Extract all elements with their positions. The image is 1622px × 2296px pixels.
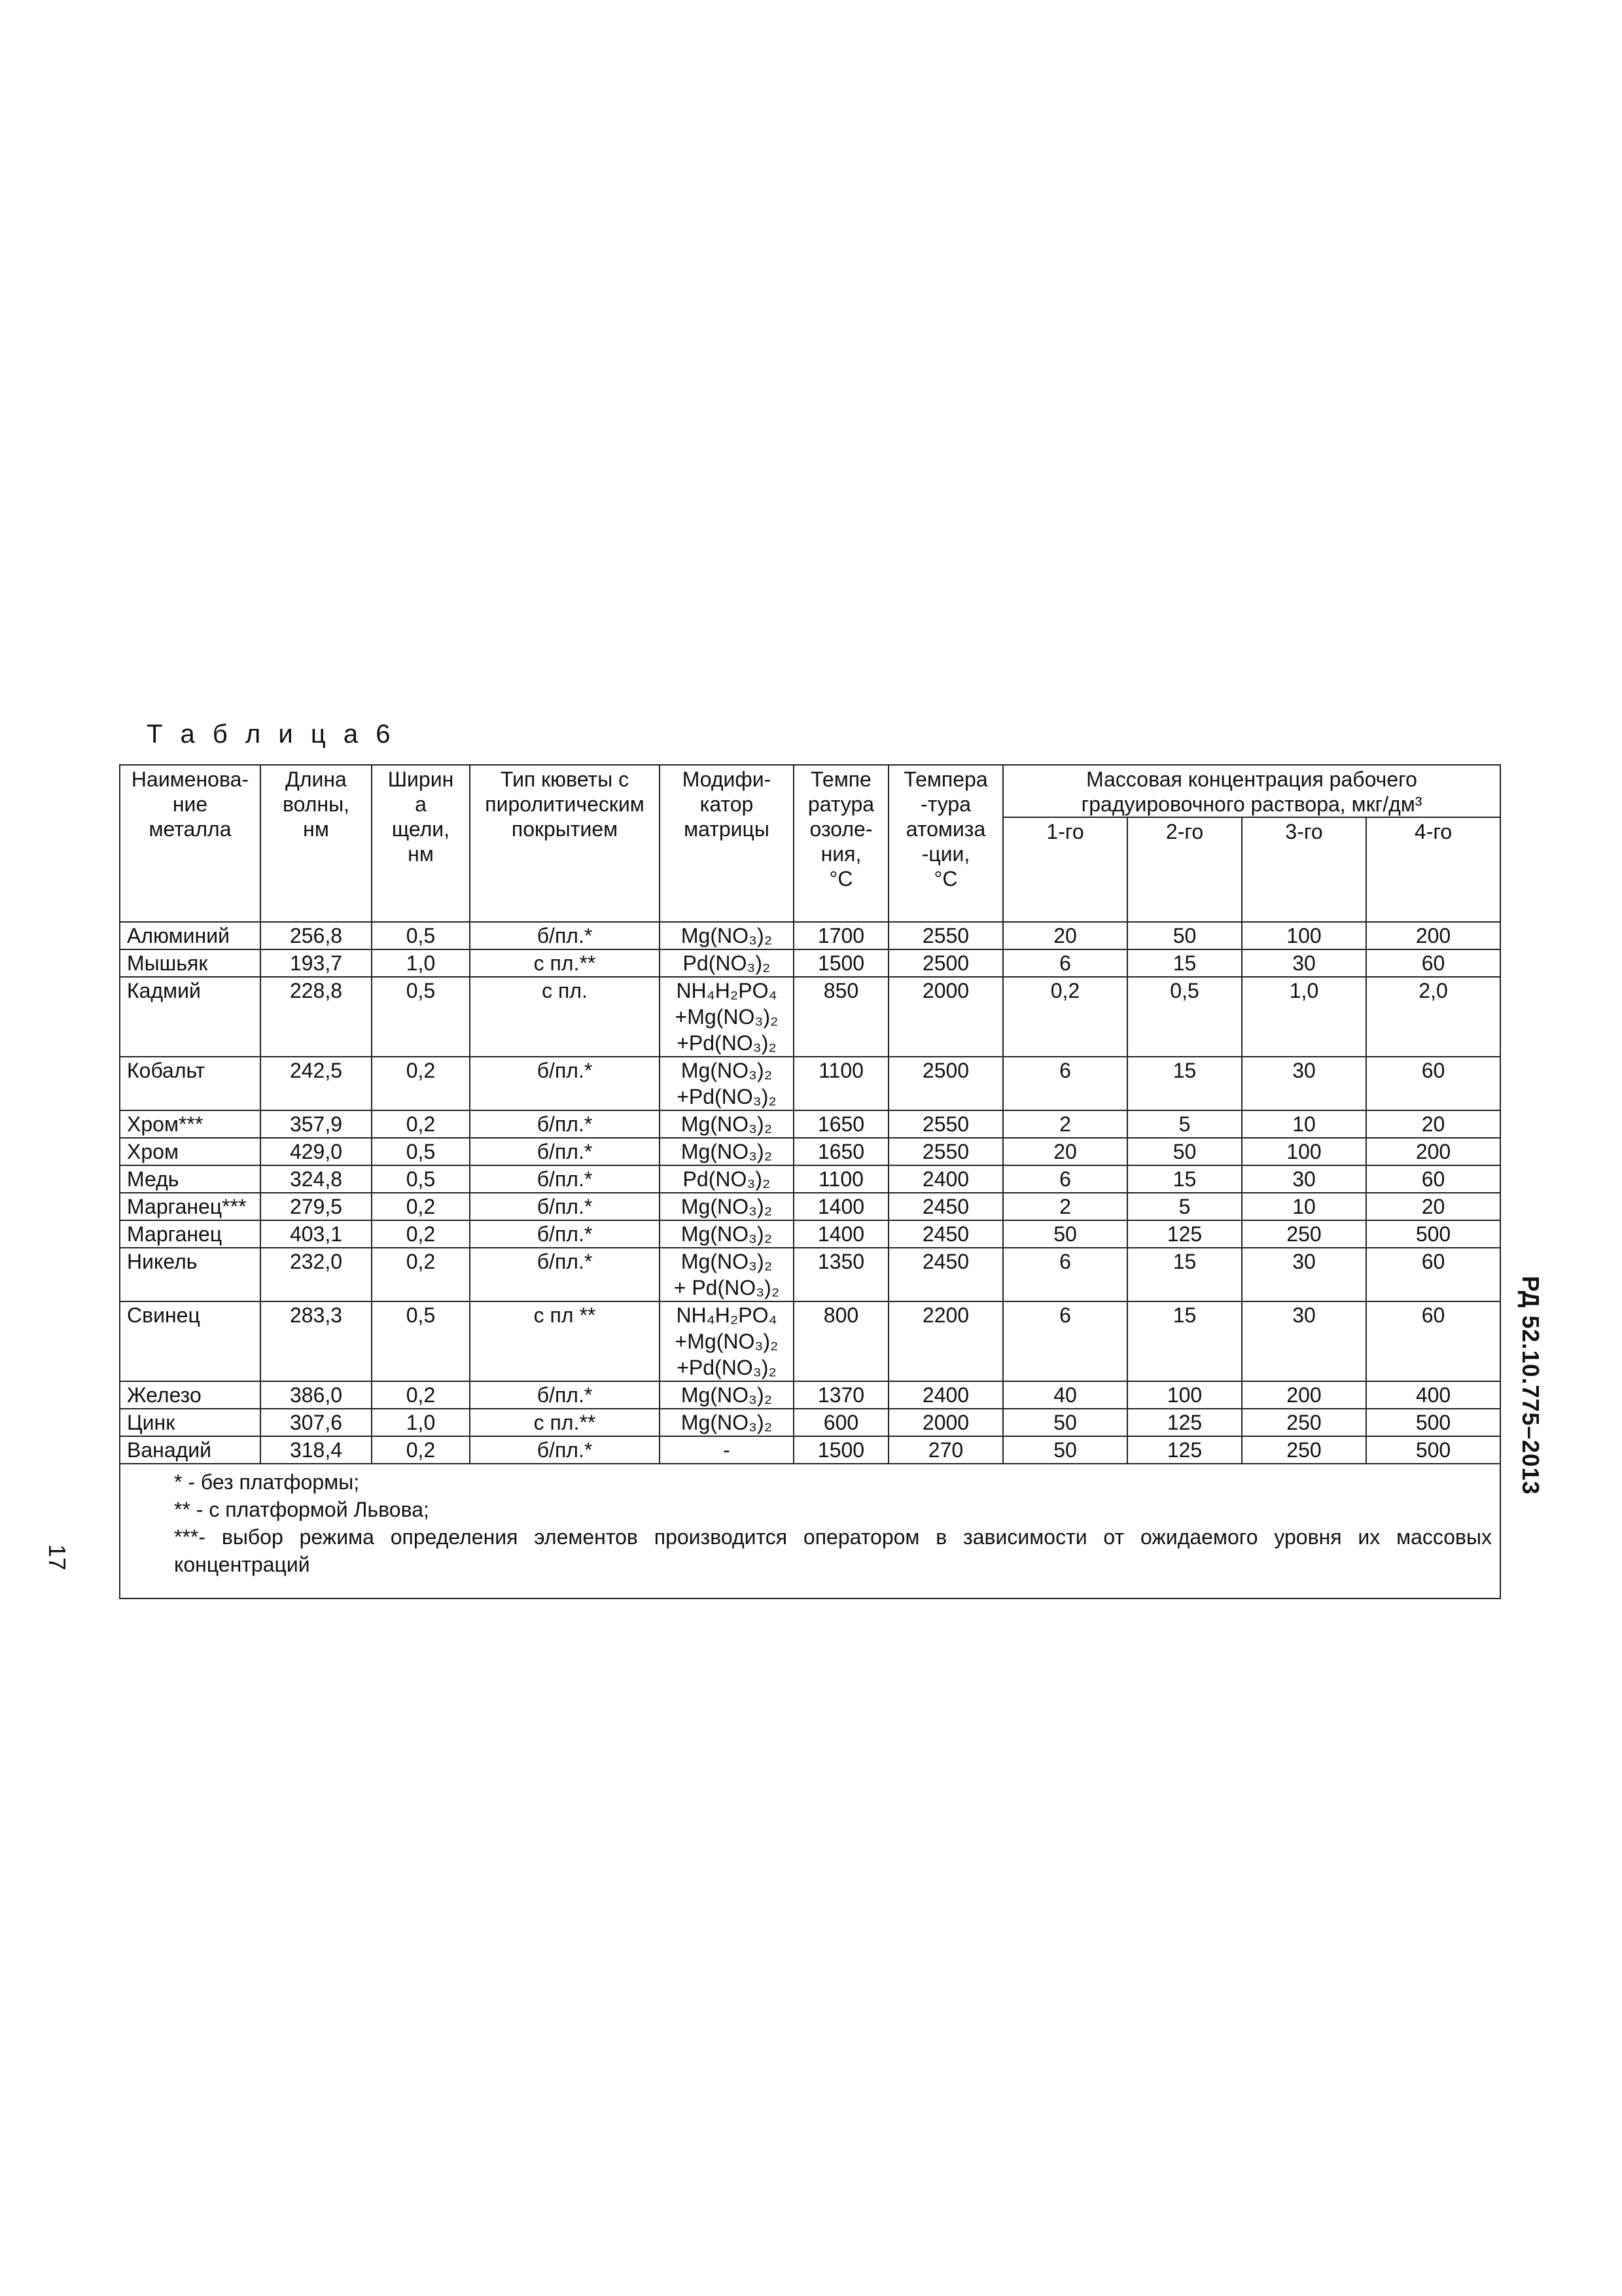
cell-slit: 0,5 [372, 1165, 470, 1193]
cell-c3: 30 [1242, 1165, 1366, 1193]
cell-ash-temp: 1350 [794, 1248, 889, 1301]
cell-modifier [660, 1165, 794, 1193]
cell-atom-temp: 2400 [889, 1381, 1003, 1409]
cell-wavelength: 324,8 [260, 1165, 372, 1193]
header-concentration [1003, 765, 1500, 817]
cell-metal: Цинк [120, 1409, 260, 1436]
table-row [120, 1409, 1500, 1436]
table-row [120, 1220, 1500, 1248]
modifier-line: Mg(NO₃)₂ [680, 1250, 773, 1273]
header-c2: 2-го [1127, 817, 1242, 922]
cell-modifier [660, 1138, 794, 1165]
cell-c1: 6 [1003, 1248, 1127, 1301]
header-concentration-label: Массовая концентрация рабочего градуировочного раствора, мкг/дм³ [1081, 768, 1422, 816]
cell-cuvette: б/пл.* [470, 1110, 660, 1138]
table-row [120, 1193, 1500, 1220]
cell-modifier [660, 1193, 794, 1220]
page-number: 17 [44, 1544, 71, 1571]
cell-atom-temp: 270 [889, 1436, 1003, 1464]
cell-c2: 15 [1127, 949, 1242, 977]
modifier-line: Mg(NO₃)₂ [680, 1195, 773, 1218]
cell-c3: 10 [1242, 1193, 1366, 1220]
cell-c2: 15 [1127, 1248, 1242, 1301]
cell-cuvette: с пл.** [470, 949, 660, 977]
cell-c1: 20 [1003, 922, 1127, 949]
modifier-line: NH₄H₂PO₄ [676, 979, 777, 1002]
cell-c1: 6 [1003, 1057, 1127, 1110]
cell-c4: 60 [1366, 1165, 1500, 1193]
cell-wavelength: 283,3 [260, 1301, 372, 1381]
cell-cuvette: б/пл.* [470, 1436, 660, 1464]
cell-atom-temp: 2400 [889, 1165, 1003, 1193]
cell-c3: 30 [1242, 1248, 1366, 1301]
cell-modifier [660, 1057, 794, 1110]
header-metal [120, 765, 260, 922]
cell-metal: Кадмий [120, 977, 260, 1057]
cell-slit: 1,0 [372, 1409, 470, 1436]
cell-c4: 500 [1366, 1436, 1500, 1464]
cell-modifier [660, 949, 794, 977]
cell-c3: 30 [1242, 949, 1366, 977]
table-body [120, 922, 1500, 1464]
cell-c4: 20 [1366, 1110, 1500, 1138]
table-row [120, 1138, 1500, 1165]
cell-atom-temp: 2200 [889, 1301, 1003, 1381]
cell-c2: 125 [1127, 1220, 1242, 1248]
cell-c1: 20 [1003, 1138, 1127, 1165]
cell-cuvette: б/пл.* [470, 922, 660, 949]
header-cuvette-label: Тип кюветы с пиролитическим покрытием [485, 768, 644, 841]
cell-ash-temp: 1100 [794, 1165, 889, 1193]
table-row [120, 1248, 1500, 1301]
cell-c1: 40 [1003, 1381, 1127, 1409]
modifier-line: Mg(NO₃)₂ [680, 1222, 773, 1246]
cell-cuvette: б/пл.* [470, 1381, 660, 1409]
cell-ash-temp: 850 [794, 977, 889, 1057]
cell-metal: Никель [120, 1248, 260, 1301]
header-modifier [660, 765, 794, 922]
cell-c4: 200 [1366, 922, 1500, 949]
cell-slit: 0,5 [372, 977, 470, 1057]
cell-atom-temp: 2000 [889, 1409, 1003, 1436]
note-2: ** - с платформой Львова; [174, 1498, 429, 1521]
modifier-line: Mg(NO₃)₂ [680, 1411, 773, 1434]
cell-c2: 15 [1127, 1057, 1242, 1110]
cell-c2: 0,5 [1127, 977, 1242, 1057]
cell-c3: 10 [1242, 1110, 1366, 1138]
cell-c2: 15 [1127, 1165, 1242, 1193]
cell-modifier [660, 922, 794, 949]
cell-c1: 50 [1003, 1436, 1127, 1464]
header-slit [372, 765, 470, 922]
cell-atom-temp: 2000 [889, 977, 1003, 1057]
table-row [120, 1436, 1500, 1464]
cell-c4: 60 [1366, 1301, 1500, 1381]
cell-wavelength: 242,5 [260, 1057, 372, 1110]
cell-atom-temp: 2450 [889, 1220, 1003, 1248]
cell-slit: 0,2 [372, 1436, 470, 1464]
modifier-line: Mg(NO₃)₂ [680, 1112, 773, 1136]
cell-c4: 60 [1366, 949, 1500, 977]
cell-wavelength: 429,0 [260, 1138, 372, 1165]
cell-wavelength: 357,9 [260, 1110, 372, 1138]
table-row [120, 1301, 1500, 1381]
cell-c4: 500 [1366, 1220, 1500, 1248]
header-metal-label: Наименова- ние металла [131, 768, 249, 841]
cell-ash-temp: 1650 [794, 1110, 889, 1138]
cell-c3: 30 [1242, 1301, 1366, 1381]
modifier-line: Pd(NO₃)₂ [682, 951, 771, 975]
cell-metal: Марганец [120, 1220, 260, 1248]
header-ash-temp-label: Темпе ратура озоле- ния, °С [807, 768, 875, 891]
header-wavelength [260, 765, 372, 922]
cell-cuvette: б/пл.* [470, 1138, 660, 1165]
cell-ash-temp: 1400 [794, 1193, 889, 1220]
header-modifier-label: Модифи- катор матрицы [682, 768, 771, 841]
cell-metal: Марганец*** [120, 1193, 260, 1220]
cell-modifier [660, 1248, 794, 1301]
cell-c4: 60 [1366, 1248, 1500, 1301]
cell-slit: 0,5 [372, 1301, 470, 1381]
cell-modifier [660, 1381, 794, 1409]
cell-c3: 200 [1242, 1381, 1366, 1409]
cell-ash-temp: 1500 [794, 949, 889, 977]
cell-slit: 1,0 [372, 949, 470, 977]
cell-c3: 250 [1242, 1409, 1366, 1436]
cell-ash-temp: 1700 [794, 922, 889, 949]
note-1: * - без платформы; [174, 1470, 360, 1494]
header-slit-label: Ширин а щели, нм [387, 768, 454, 866]
cell-c3: 30 [1242, 1057, 1366, 1110]
cell-c2: 5 [1127, 1193, 1242, 1220]
cell-modifier [660, 1436, 794, 1464]
cell-c4: 60 [1366, 1057, 1500, 1110]
cell-c1: 6 [1003, 1165, 1127, 1193]
cell-metal: Хром*** [120, 1110, 260, 1138]
cell-wavelength: 256,8 [260, 922, 372, 949]
cell-cuvette: с пл. [470, 977, 660, 1057]
cell-c2: 100 [1127, 1381, 1242, 1409]
cell-ash-temp: 1100 [794, 1057, 889, 1110]
cell-c1: 2 [1003, 1193, 1127, 1220]
cell-modifier [660, 1110, 794, 1138]
table-row [120, 922, 1500, 949]
header-c3: 3-го [1242, 817, 1366, 922]
cell-atom-temp: 2550 [889, 1138, 1003, 1165]
header-c1: 1-го [1003, 817, 1127, 922]
cell-c1: 50 [1003, 1220, 1127, 1248]
cell-wavelength: 403,1 [260, 1220, 372, 1248]
header-cuvette [470, 765, 660, 922]
cell-c4: 2,0 [1366, 977, 1500, 1057]
cell-wavelength: 307,6 [260, 1409, 372, 1436]
modifier-line: + Pd(NO₃)₂ [673, 1276, 780, 1299]
cell-metal: Алюминий [120, 922, 260, 949]
cell-wavelength: 279,5 [260, 1193, 372, 1220]
modifier-line: +Mg(NO₃)₂ [675, 1005, 779, 1029]
table-row [120, 1110, 1500, 1138]
cell-modifier [660, 1301, 794, 1381]
cell-metal: Медь [120, 1165, 260, 1193]
cell-c2: 125 [1127, 1409, 1242, 1436]
cell-slit: 0,2 [372, 1057, 470, 1110]
data-table [119, 764, 1501, 1599]
modifier-line: +Pd(NO₃)₂ [677, 1356, 777, 1379]
table-row [120, 1057, 1500, 1110]
modifier-line: +Mg(NO₃)₂ [675, 1330, 779, 1353]
table-row [120, 949, 1500, 977]
cell-c4: 400 [1366, 1381, 1500, 1409]
cell-c1: 50 [1003, 1409, 1127, 1436]
cell-metal: Кобальт [120, 1057, 260, 1110]
document-code: РД 52.10.775–2013 [1517, 1276, 1544, 1495]
cell-c3: 100 [1242, 1138, 1366, 1165]
table-caption: Т а б л и ц а 6 [147, 720, 396, 749]
table-row [120, 1381, 1500, 1409]
cell-c4: 500 [1366, 1409, 1500, 1436]
cell-slit: 0,2 [372, 1193, 470, 1220]
cell-wavelength: 193,7 [260, 949, 372, 977]
cell-wavelength: 232,0 [260, 1248, 372, 1301]
cell-modifier [660, 977, 794, 1057]
cell-cuvette: с пл ** [470, 1301, 660, 1381]
cell-c1: 0,2 [1003, 977, 1127, 1057]
modifier-line: +Pd(NO₃)₂ [677, 1085, 777, 1108]
cell-c3: 1,0 [1242, 977, 1366, 1057]
cell-ash-temp: 1400 [794, 1220, 889, 1248]
modifier-line: Mg(NO₃)₂ [680, 924, 773, 947]
modifier-line: Mg(NO₃)₂ [680, 1383, 773, 1407]
cell-cuvette: б/пл.* [470, 1057, 660, 1110]
header-atom-temp [889, 765, 1003, 922]
cell-metal: Хром [120, 1138, 260, 1165]
cell-cuvette: б/пл.* [470, 1248, 660, 1301]
header-atom-temp-label: Темпера -тура атомиза -ции, °С [904, 768, 988, 891]
cell-c2: 50 [1127, 922, 1242, 949]
cell-c3: 100 [1242, 922, 1366, 949]
cell-c2: 15 [1127, 1301, 1242, 1381]
cell-cuvette: б/пл.* [470, 1220, 660, 1248]
cell-metal: Свинец [120, 1301, 260, 1381]
cell-modifier [660, 1409, 794, 1436]
cell-c4: 20 [1366, 1193, 1500, 1220]
modifier-line: - [723, 1438, 730, 1462]
cell-slit: 0,2 [372, 1248, 470, 1301]
cell-c2: 5 [1127, 1110, 1242, 1138]
table-row [120, 977, 1500, 1057]
cell-c2: 50 [1127, 1138, 1242, 1165]
cell-slit: 0,2 [372, 1381, 470, 1409]
cell-wavelength: 318,4 [260, 1436, 372, 1464]
table-row [120, 1165, 1500, 1193]
header-wavelength-label: Длина волны, нм [283, 768, 349, 841]
cell-cuvette: с пл.** [470, 1409, 660, 1436]
cell-c1: 6 [1003, 949, 1127, 977]
modifier-line: Mg(NO₃)₂ [680, 1059, 773, 1082]
cell-c1: 6 [1003, 1301, 1127, 1381]
modifier-line: +Pd(NO₃)₂ [677, 1031, 777, 1055]
cell-metal: Ванадий [120, 1436, 260, 1464]
cell-slit: 0,2 [372, 1110, 470, 1138]
cell-atom-temp: 2450 [889, 1248, 1003, 1301]
cell-ash-temp: 800 [794, 1301, 889, 1381]
cell-atom-temp: 2550 [889, 1110, 1003, 1138]
header-c4: 4-го [1366, 817, 1500, 922]
cell-c4: 200 [1366, 1138, 1500, 1165]
cell-atom-temp: 2500 [889, 949, 1003, 977]
cell-atom-temp: 2450 [889, 1193, 1003, 1220]
cell-cuvette: б/пл.* [470, 1193, 660, 1220]
note-3: ***- выбор режима определения элементов производится оператором в зависимости от ожидаемого уровня их массовых концентраций [174, 1525, 1492, 1576]
cell-slit: 0,5 [372, 1138, 470, 1165]
cell-atom-temp: 2500 [889, 1057, 1003, 1110]
cell-ash-temp: 1370 [794, 1381, 889, 1409]
cell-ash-temp: 1500 [794, 1436, 889, 1464]
cell-ash-temp: 600 [794, 1409, 889, 1436]
cell-wavelength: 228,8 [260, 977, 372, 1057]
cell-slit: 0,2 [372, 1220, 470, 1248]
cell-modifier [660, 1220, 794, 1248]
table-notes [120, 1464, 1500, 1598]
header-ash-temp [794, 765, 889, 922]
cell-wavelength: 386,0 [260, 1381, 372, 1409]
cell-metal: Железо [120, 1381, 260, 1409]
cell-c2: 125 [1127, 1436, 1242, 1464]
cell-atom-temp: 2550 [889, 922, 1003, 949]
cell-cuvette: б/пл.* [470, 1165, 660, 1193]
cell-c1: 2 [1003, 1110, 1127, 1138]
cell-slit: 0,5 [372, 922, 470, 949]
cell-c3: 250 [1242, 1220, 1366, 1248]
modifier-line: NH₄H₂PO₄ [676, 1303, 777, 1327]
modifier-line: Pd(NO₃)₂ [682, 1167, 771, 1191]
cell-c3: 250 [1242, 1436, 1366, 1464]
cell-metal: Мышьяк [120, 949, 260, 977]
modifier-line: Mg(NO₃)₂ [680, 1140, 773, 1163]
cell-ash-temp: 1650 [794, 1138, 889, 1165]
